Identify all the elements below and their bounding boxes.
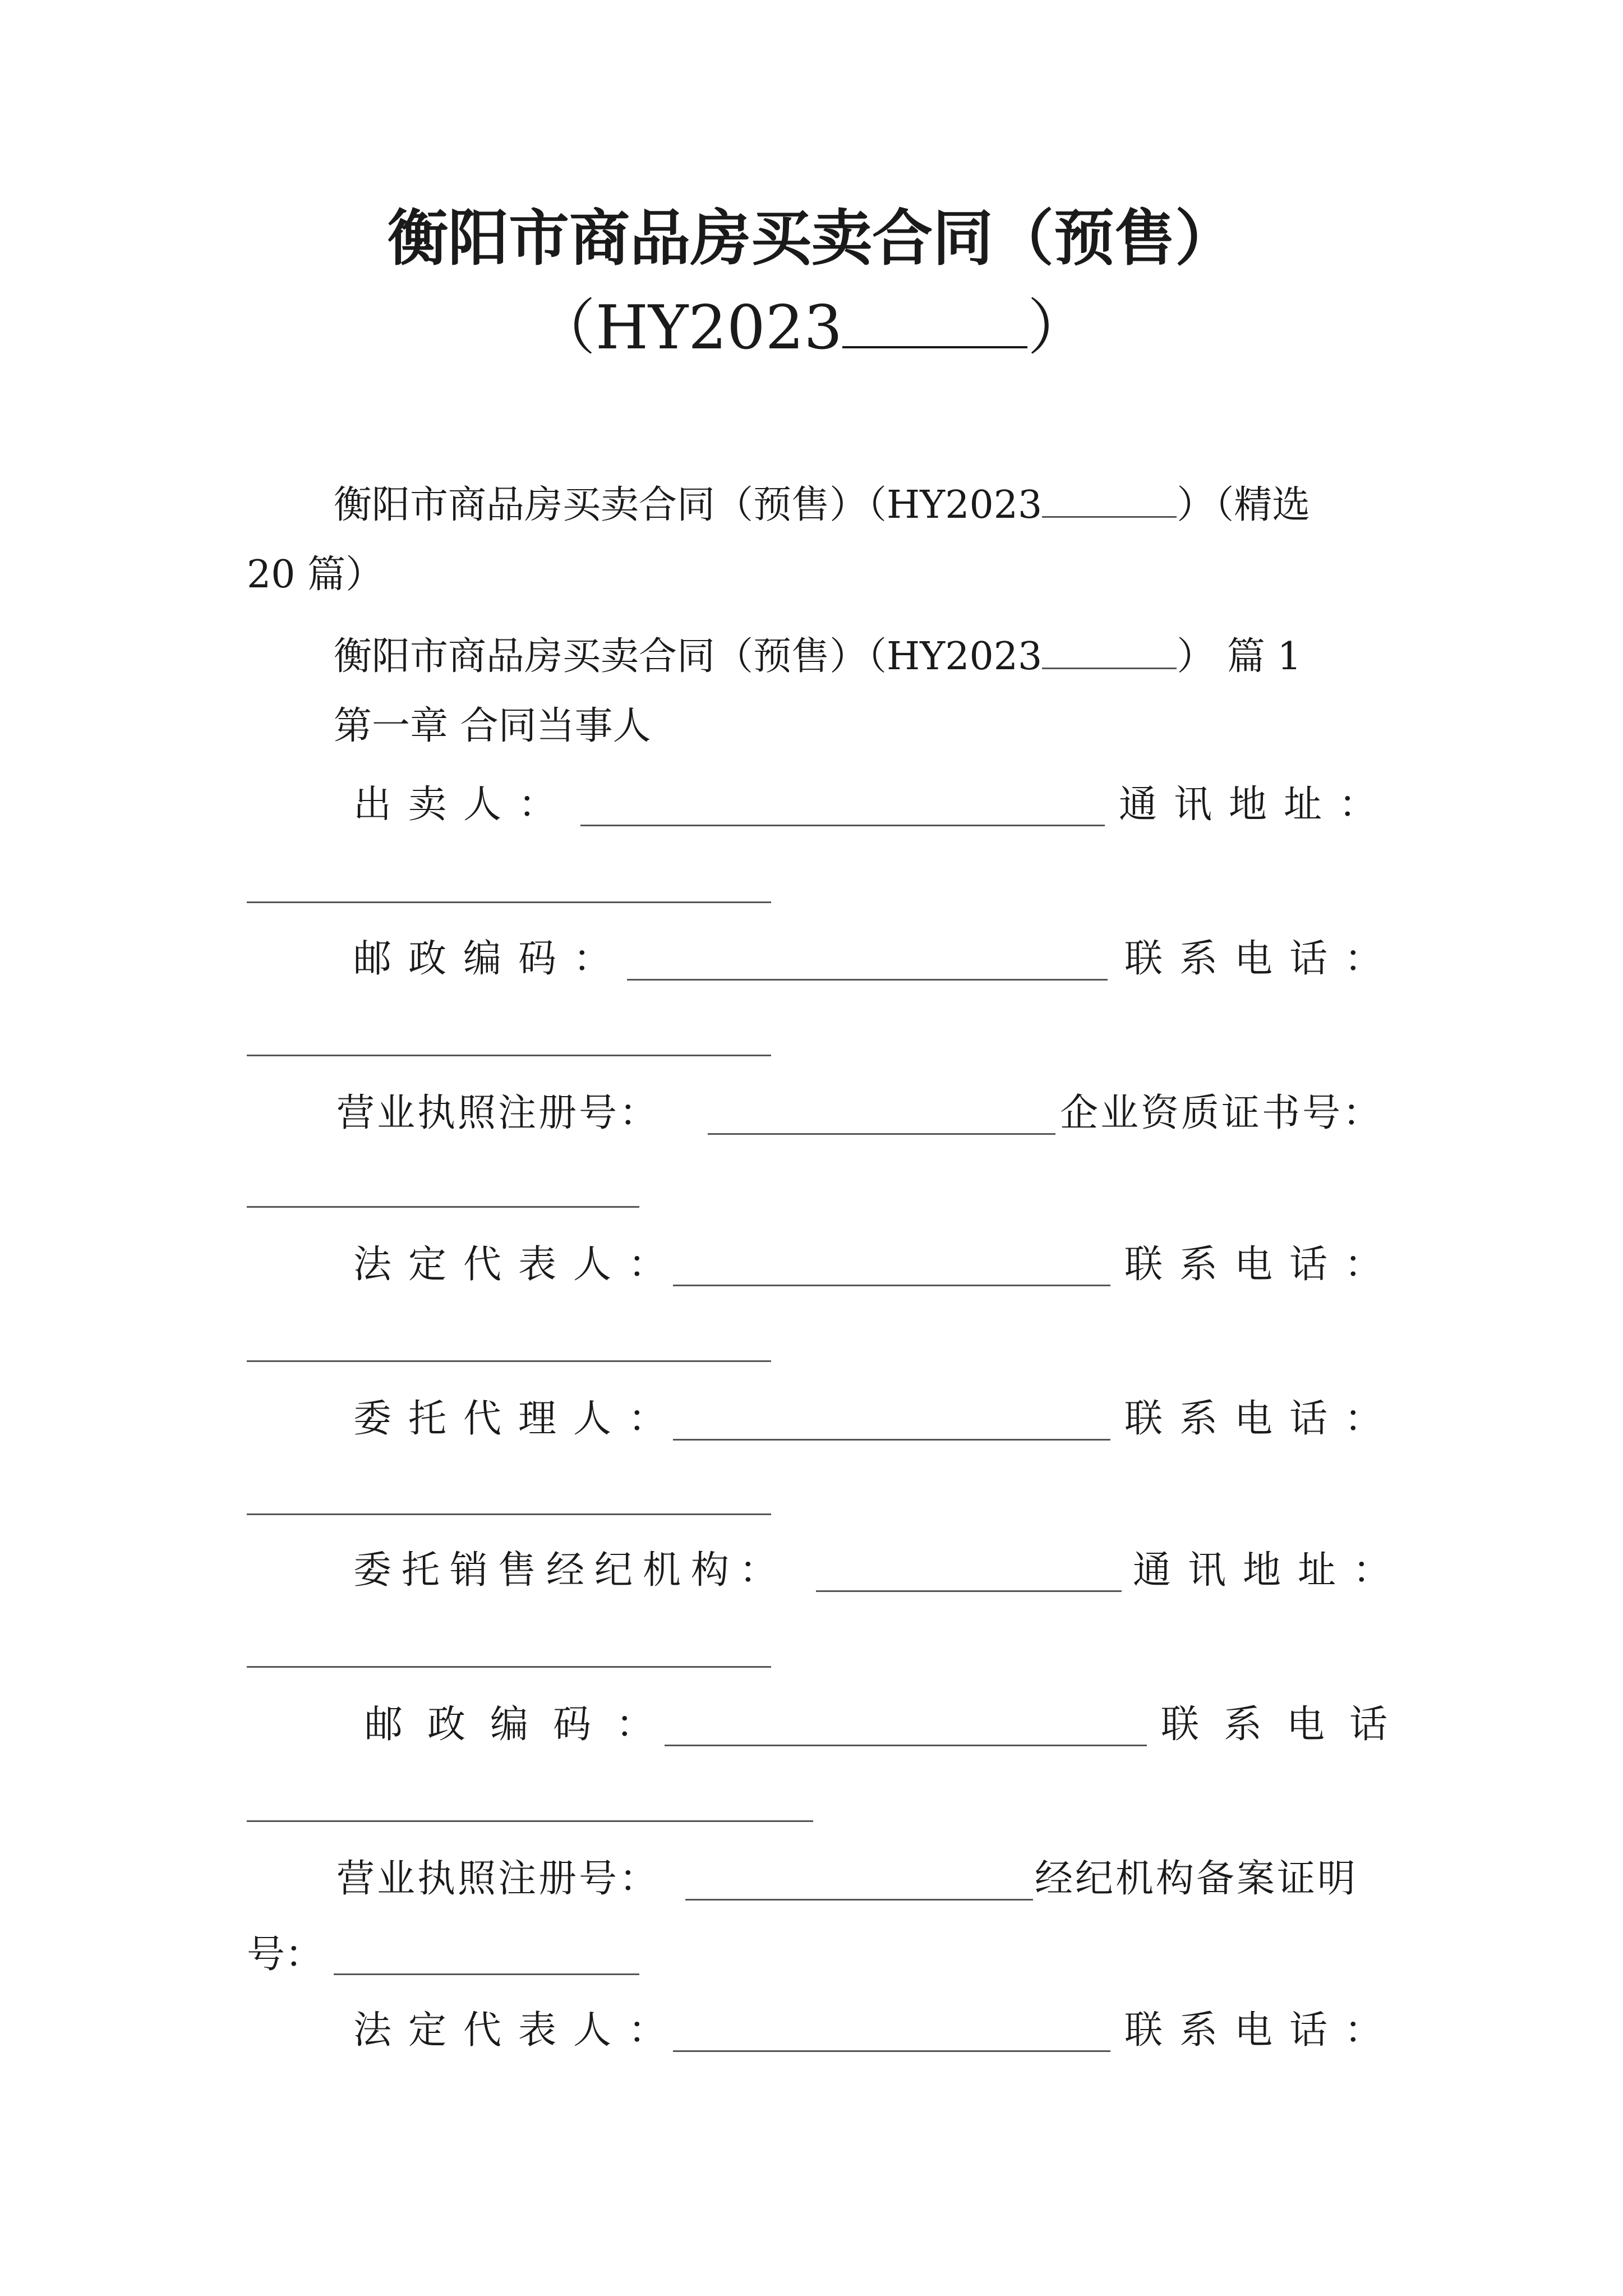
- contract-number-prefix: （HY2023: [534, 293, 843, 363]
- seller-agent-blank: [673, 1439, 1110, 1441]
- seller-qualification-label: 企业资质证书号：: [1060, 1091, 1384, 1135]
- seller-qualification-blank: [247, 1206, 639, 1208]
- seller-agent-phone-label: 联系电话：: [1124, 1397, 1400, 1441]
- seller-agent-phone-blank: [247, 1513, 771, 1515]
- seller-license-blank: [708, 1133, 1055, 1135]
- agency-license-blank: [685, 1899, 1033, 1901]
- agency-record-blank: [334, 1973, 639, 1975]
- seller-agent-label: 委托代理人：: [353, 1397, 684, 1441]
- contract-number-suffix: ）: [1027, 293, 1089, 363]
- agency-legal-rep-label: 法定代表人：: [353, 2008, 684, 2053]
- seller-address-blank: [247, 901, 771, 903]
- agency-record-label-tail: 号：: [247, 1932, 324, 1977]
- agency-postcode-label: 邮政编码：: [365, 1703, 679, 1747]
- seller-license-label: 营业执照注册号：: [336, 1091, 660, 1135]
- seller-postcode-blank: [627, 979, 1108, 981]
- chapter-heading: 第一章 合同当事人: [334, 704, 651, 748]
- seller-phone-label: 联系电话：: [1124, 937, 1400, 981]
- agency-postcode-blank: [665, 1745, 1147, 1746]
- sales-agency-address-label: 通讯地址：: [1133, 1548, 1408, 1593]
- seller-label: 出卖人：: [353, 783, 574, 827]
- seller-legal-rep-blank: [673, 1285, 1110, 1286]
- agency-phone-blank: [247, 1820, 813, 1822]
- article-tail: ） 篇 1: [1177, 634, 1302, 679]
- intro-line-1: [334, 471, 1310, 533]
- seller-legal-rep-phone-label: 联系电话：: [1124, 1243, 1400, 1287]
- agency-legal-rep-blank: [673, 2050, 1110, 2052]
- intro-line-2: 20 篇）: [247, 553, 384, 597]
- agency-license-label: 营业执照注册号：: [336, 1857, 660, 1901]
- seller-phone-blank: [247, 1055, 771, 1056]
- intro-tail: ）（精选: [1177, 483, 1311, 527]
- agency-phone-label: 联系电话: [1161, 1703, 1413, 1747]
- agency-record-label: 经纪机构备案证明: [1035, 1857, 1358, 1901]
- seller-postcode-label: 邮政编码：: [353, 937, 629, 981]
- sales-agency-blank: [816, 1590, 1122, 1592]
- contract-number-blank: [842, 292, 1027, 348]
- intro-number-blank: [1042, 471, 1177, 518]
- article-number-blank: [1042, 623, 1177, 669]
- agency-legal-rep-phone-label: 联系电话：: [1124, 2008, 1400, 2053]
- seller-address-label: 通讯地址：: [1119, 783, 1394, 827]
- contract-number-line: [0, 289, 1623, 367]
- article-heading: [334, 623, 1302, 685]
- seller-blank: [580, 825, 1105, 826]
- seller-legal-rep-phone-blank: [247, 1360, 771, 1362]
- sales-agency-address-blank: [247, 1666, 771, 1668]
- sales-agency-label: 委托销售经纪机构：: [353, 1548, 788, 1593]
- seller-legal-rep-label: 法定代表人：: [353, 1243, 684, 1287]
- intro-text: 衡阳市商品房买卖合同（预售）（HY2023: [334, 483, 1043, 527]
- article-text: 衡阳市商品房买卖合同（预售）（HY2023: [334, 634, 1043, 679]
- document-title: 衡阳市商品房买卖合同（预售）: [387, 203, 1235, 274]
